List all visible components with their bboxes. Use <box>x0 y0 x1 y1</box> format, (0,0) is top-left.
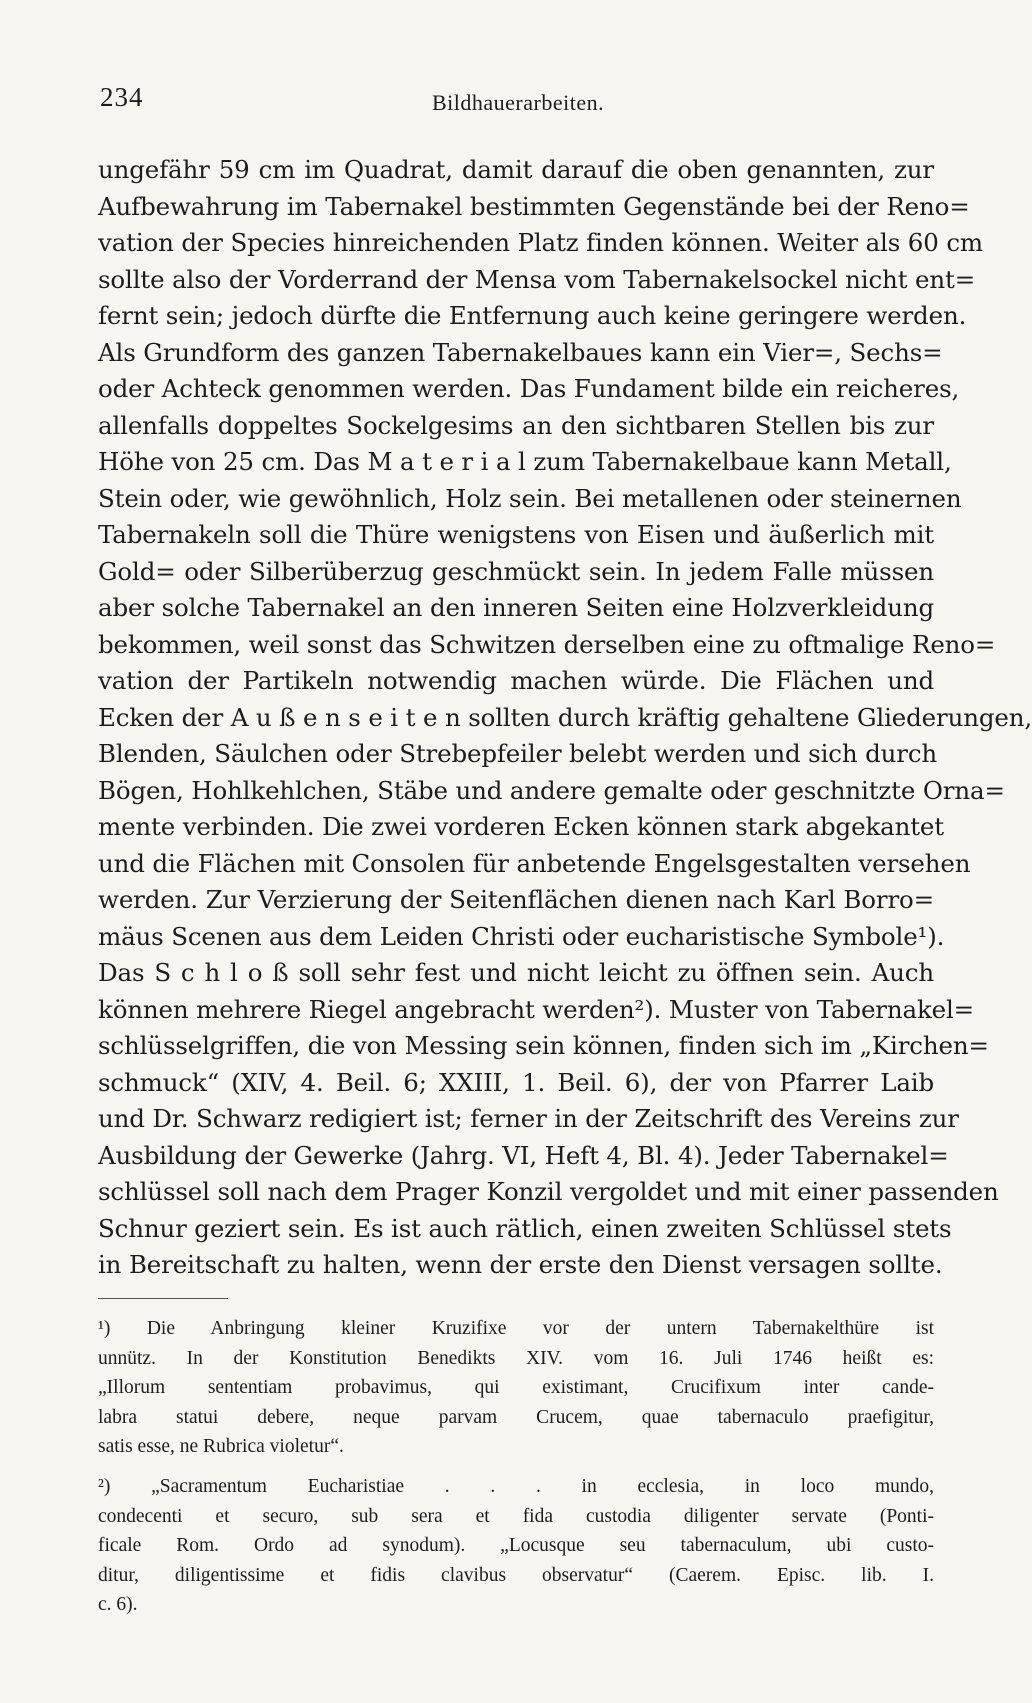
footnote-line: „Illorum sententiam probavimus, qui existimant, Crucifixum inter cande- <box>98 1377 934 1399</box>
text-line: Höhe von 25 cm. Das M a t e r i a l zum Tabernakelbaue kann Metall, <box>98 447 952 476</box>
running-head: Bildhauerarbeiten. <box>432 90 605 115</box>
footnote-line: condecenti et securo, sub sera et fida custodia diligenter servate (Ponti- <box>98 1505 934 1527</box>
text-line: mäus Scenen aus dem Leiden Christi oder eucharistische Symbole¹). <box>98 921 945 951</box>
text-line: Das S c h l o ß soll sehr fest und nicht leicht zu öffnen sein. Auch <box>98 958 934 987</box>
text-line: aber solche Tabernakel an den inneren Seiten eine Holzverkleidung <box>98 593 934 622</box>
text-line: ungefähr 59 cm im Quadrat, damit darauf die oben genannten, zur <box>98 155 934 184</box>
text-line: sollte also der Vorderrand der Mensa vom Tabernakelsockel nicht ent= <box>98 264 976 294</box>
text-line: werden. Zur Verzierung der Seitenflächen dienen nach Karl Borro= <box>98 885 934 914</box>
text-line: allenfalls doppeltes Sockelgesims an den sichtbaren Stellen bis zur <box>98 410 934 440</box>
footnote-line: ²) „Sacramentum Eucharistiae . . . in ecclesia, in loco mundo, <box>98 1475 934 1497</box>
text-line: Gold= oder Silberüberzug geschmückt sein. In jedem Falle müssen <box>98 556 934 586</box>
text-line: in Bereitschaft zu halten, wenn der erste den Dienst versagen sollte. <box>98 1250 943 1279</box>
text-line: schlüssel soll nach dem Prager Konzil vergoldet und mit einer passenden <box>98 1177 999 1206</box>
text-line: und Dr. Schwarz redigiert ist; ferner in der Zeitschrift des Vereins zur <box>98 1104 959 1133</box>
text-line: Schnur geziert sein. Es ist auch rätlich, einen zweiten Schlüssel stets <box>98 1213 952 1243</box>
text-line: bekommen, weil sonst das Schwitzen derselben eine zu oftmalige Reno= <box>98 629 996 659</box>
text-line: Ecken der A u ß e n s e i t e n sollten durch kräftig gehaltene Gliederungen, <box>98 702 1032 732</box>
text-line: schmuck“ (XIV, 4. Beil. 6; XXIII, 1. Beil. 6), der von Pfarrer Laib <box>98 1067 934 1097</box>
footnote-line: unnütz. In der Konstitution Benedikts XIV. vom 16. Juli 1746 heißt es: <box>98 1347 934 1369</box>
text-line: Stein oder, wie gewöhnlich, Holz sein. Bei metallenen oder steinernen <box>98 483 962 513</box>
text-line: Aufbewahrung im Tabernakel bestimmten Gegenstände bei der Reno= <box>98 191 970 221</box>
text-line: Blenden, Säulchen oder Strebepfeiler belebt werden und sich durch <box>98 739 938 768</box>
footnote-line: ficale Rom. Ordo ad synodum). „Locusque seu tabernaculum, ubi custo- <box>98 1535 934 1557</box>
text-line: oder Achteck genommen werden. Das Fundament bilde ein reicheres, <box>98 374 960 403</box>
text-line: schlüsselgriffen, die von Messing sein können, finden sich im „Kirchen= <box>98 1031 989 1060</box>
footnote-1 <box>98 1314 934 1462</box>
text-line: Als Grundform des ganzen Tabernakelbaues kann ein Vier=, Sechs= <box>98 337 943 367</box>
footnote-2 <box>98 1472 934 1620</box>
text-line: und die Flächen mit Consolen für anbetende Engelsgestalten versehen <box>98 848 971 878</box>
text-line: können mehrere Riegel angebracht werden²). Muster von Tabernakel= <box>98 994 975 1024</box>
text-line: Bögen, Hohlkehlchen, Stäbe und andere gemalte oder geschnitzte Orna= <box>98 775 1005 805</box>
text-line: vation der Partikeln notwendig machen würde. Die Flächen und <box>98 666 934 695</box>
footnote-line: c. 6). <box>98 1594 138 1616</box>
text-line: Ausbildung der Gewerke (Jahrg. VI, Heft 4, Bl. 4). Jeder Tabernakel= <box>98 1140 949 1170</box>
page-header <box>100 82 928 122</box>
footnote-line: satis esse, ne Rubrica violetur“. <box>98 1436 344 1458</box>
page-number: 234 <box>100 82 144 112</box>
text-line: mente verbinden. Die zwei vorderen Ecken können stark abgekantet <box>98 812 944 841</box>
footnote-line: ¹) Die Anbringung kleiner Kruzifixe vor der untern Tabernakelthüre ist <box>98 1318 934 1339</box>
footnote-divider <box>98 1298 228 1299</box>
footnote-line: ditur, diligentissime et fidis clavibus observatur“ (Caerem. Episc. lib. I. <box>98 1564 934 1586</box>
text-line: Tabernakeln soll die Thüre wenigstens von Eisen und äußerlich mit <box>98 520 934 549</box>
body-text <box>98 152 1032 1284</box>
text-line: fernt sein; jedoch dürfte die Entfernung auch keine geringere werden. <box>98 301 967 330</box>
footnotes <box>98 1314 934 1620</box>
footnote-line: labra statui debere, neque parvam Crucem, quae tabernaculo praefigitur, <box>98 1406 934 1428</box>
text-line: vation der Species hinreichenden Platz finden können. Weiter als 60 cm <box>98 228 983 257</box>
